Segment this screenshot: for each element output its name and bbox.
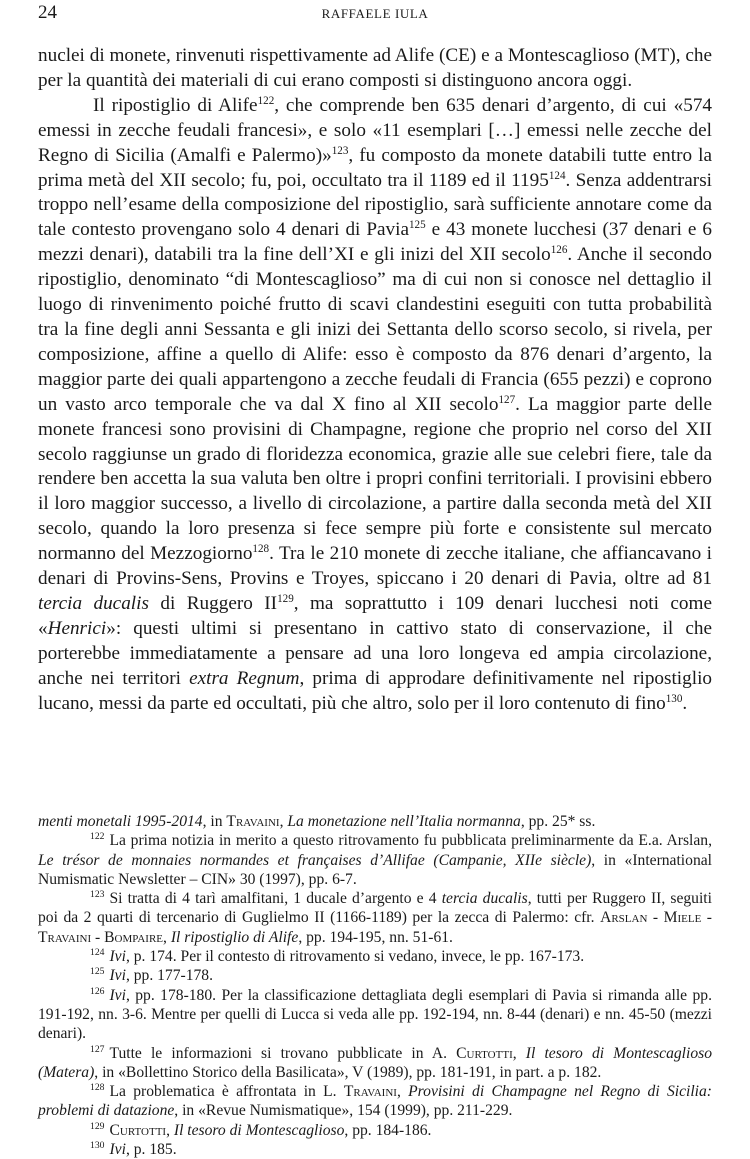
italic-title: Il tesoro di Montescaglioso (Matera) [38, 1044, 712, 1081]
footnote-continuation [38, 812, 712, 831]
text-run: , in «Bollettino Storico della Basilicata», V (1989), pp. 181-191, in part. a p. 182. [94, 1063, 602, 1081]
author-name: Travaini [226, 813, 280, 830]
paragraph-2 [38, 94, 712, 717]
footnote-number: 127 [90, 1043, 105, 1055]
footnote-ref-123[interactable]: 123 [331, 144, 349, 157]
text-run: , pp. 178-180. Per la classificazione dettagliata degli esemplari di Pavia si rimanda alle pp. 191-192, nn. 3-6. Mentre per quelli di Lucca si veda alle pp. 192-194, nn. 8-44 (denari) e nn. 45-50 (mezzi denari). [38, 986, 712, 1043]
text-run: Tutte le informazioni si trovano pubblicate in A. [109, 1044, 457, 1062]
text-run: »: questi ultimi si presentano in cattivo stato di conservazione, il che porterebbe immediatamente a pensare ad una loro longeva ed ampia circolazione, anche nei territori [38, 617, 712, 689]
text-run: e 43 monete lucchesi (37 denari e 6 mezzi denari), databili tra la fine dell’XI e gli inizi del XII secolo [38, 219, 712, 266]
footnote-130 [38, 1140, 712, 1159]
text-run: , ma soprattutto i 109 denari lucchesi noti come « [38, 592, 712, 639]
italic-title: La monetazione nell’Italia normanna [287, 813, 521, 830]
italic-title: menti monetali 1995-2014 [38, 813, 203, 830]
italic-title: Il tesoro di Montescaglioso [173, 1121, 345, 1139]
italic-ivi: Ivi [109, 967, 126, 985]
footnote-ref-122[interactable]: 122 [257, 94, 275, 107]
footnote-129 [38, 1121, 712, 1140]
text-run: , pp. 177-178. [125, 967, 213, 985]
footnote-ref-130[interactable]: 130 [665, 692, 683, 705]
italic-ivi: Ivi [109, 948, 126, 966]
footnote-128 [38, 1082, 712, 1121]
text-run: , [163, 928, 171, 946]
footnote-127 [38, 1044, 712, 1083]
author-name: Curtotti [456, 1044, 513, 1062]
text-run: , p. 174. Per il contesto di ritrovamento si vedano, invece, le pp. 167-173. [125, 948, 585, 966]
footnote-number: 129 [90, 1120, 105, 1132]
text-run: , prima di approdare definitivamente nel ripostiglio lucano, messi da parte ed occultati, più che altro, solo per il loro contenuto di fino [38, 667, 712, 714]
italic-title: Le trésor de monnaies normandes et françaises d’Allifae (Campanie, XIIe siècle) [38, 851, 592, 869]
footnote-number: 130 [90, 1140, 105, 1152]
italic-term: Henrici [47, 617, 107, 639]
text-run: , fu composto da monete databili tutte entro la prima metà del XII secolo; fu, poi, occultato tra il 1189 ed il 1195 [38, 144, 712, 191]
author-name: Curtotti [109, 1121, 167, 1139]
author-names: Arslan - Miele - Travaini - Bompaire [38, 909, 713, 946]
footnote-ref-128[interactable]: 128 [252, 543, 270, 556]
text-run: , pp. 184-186. [344, 1121, 432, 1139]
italic-term: tercia ducalis [38, 592, 149, 614]
italic-term: extra Regnum [189, 667, 300, 689]
footnote-number: 128 [90, 1082, 105, 1094]
text-run: , in «Revue Numismatique», 154 (1999), pp. 211-229. [174, 1102, 513, 1120]
text-run: , pp. 194-195, nn. 51-61. [298, 928, 453, 946]
running-head: RAFFAELE IULA [321, 6, 429, 21]
text-run: Il ripostiglio di Alife [93, 94, 258, 116]
main-text [38, 44, 712, 716]
footnote-ref-125[interactable]: 125 [408, 219, 426, 232]
footnote-number: 123 [90, 889, 105, 901]
author-name: Travaini [343, 1083, 397, 1101]
text-run: . [682, 692, 688, 714]
text-run: . Tra le 210 monete di zecche italiane, che affiancavano i denari di Provins-Sens, Provins e Troyes, spiccano i 20 denari di Pavia, oltre ad 81 [38, 543, 713, 590]
text-run: , [396, 1083, 409, 1101]
text-run: , [512, 1044, 526, 1062]
footnote-ref-127[interactable]: 127 [498, 393, 516, 406]
paragraph-1-text: nuclei di monete, rinvenuti rispettivamente ad Alife (CE) e a Montescaglioso (MT), che per la quantità dei materiali di cui erano composti si distinguono ancora oggi. [38, 45, 712, 91]
text-run: di Ruggero II [148, 592, 278, 614]
text-run: , in [202, 813, 227, 830]
italic-ivi: Ivi [109, 986, 126, 1004]
text-run: , tutti per Ruggero II, seguiti poi da 2 quarti di tercenario di Guglielmo II (1166-1189) per la zecca di Palermo: cfr. [38, 890, 712, 927]
text-run: , p. 185. [125, 1141, 177, 1159]
italic-term: tercia ducalis [441, 890, 528, 908]
text-run: . Anche il secondo ripostiglio, denominato “di Montescaglioso” ma di cui non si conosce nel dettaglio il luogo di rinvenimento poiché frutto di scavi clandestini eseguiti con tutta probabilità tra la fine degli anni Sessanta e gli inizi dei Settanta dello scorso secolo, si rivela, per composizione, affine a quello di Alife: esso è composto da 876 denari d’argento, la maggior parte dei quali appartengono a zecche feudali di Francia (655 pezzi) e coprono un vasto arco temporale che va dal X fino al XII secolo [38, 244, 712, 415]
page-header [38, 2, 712, 28]
text-run: La problematica è affrontata in L. [109, 1083, 344, 1101]
footnote-122 [38, 831, 712, 889]
footnote-number: 124 [90, 947, 105, 959]
footnote-ref-129[interactable]: 129 [277, 593, 294, 606]
footnote-number: 125 [90, 966, 105, 978]
footnote-number: 122 [90, 831, 105, 843]
footnote-ref-124[interactable]: 124 [548, 169, 566, 182]
text-run: Si tratta di 4 tarì amalfitani, 1 ducale d’argento e 4 [109, 890, 442, 908]
footnote-ref-126[interactable]: 126 [550, 244, 568, 257]
text-run: . La maggior parte delle monete francesi sono provisini di Champagne, regione che proprio nel corso del XII secolo raggiunse un grado di floridezza economica, grazie alle sue celebri fiere, tale da rendere ben accetta la sua valuta ben oltre i propri confini territoriali. I provisini ebbero il loro maggior successo, a livello di circolazione, a partire dalla seconda metà del XII secolo, quando la loro presenza si fece sempre più forte e consistente sul mercato normanno del Mezzogiorno [38, 393, 712, 565]
italic-title: Il ripostiglio di Alife [170, 928, 299, 946]
text-run: , che comprende ben 635 denari d’argento, di cui «574 emessi in zecche feudali francesi», e solo «11 esemplari […] emessi nelle zecche del Regno di Sicilia (Amalfi e Palermo)» [38, 94, 713, 166]
italic-ivi: Ivi [109, 1141, 126, 1159]
footnotes [38, 812, 712, 1159]
text-run: , [166, 1121, 174, 1139]
footnote-123 [38, 889, 712, 947]
text-run: . Senza addentrarsi troppo nell’esame della composizione del ripostiglio, sarà sufficiente annotare come da tale contesto provengano solo 4 denari di Pavia [38, 169, 712, 241]
footnote-126 [38, 986, 712, 1044]
footnote-125 [38, 966, 712, 985]
paragraph-1 [38, 44, 712, 94]
page-number: 24 [38, 2, 57, 23]
text-run: , pp. 25* ss. [520, 813, 596, 830]
text-run: La prima notizia in merito a questo ritrovamento fu pubblicata preliminarmente da E.a. Arslan, [109, 832, 712, 850]
text-run: , [279, 813, 288, 830]
footnote-number: 126 [90, 985, 105, 997]
italic-title: Provisini di Champagne nel Regno di Sicilia: problemi di datazione [38, 1083, 712, 1120]
footnote-124 [38, 947, 712, 966]
text-run: , in «International Numismatic Newsletter – CIN» 30 (1997), pp. 6-7. [38, 851, 712, 888]
